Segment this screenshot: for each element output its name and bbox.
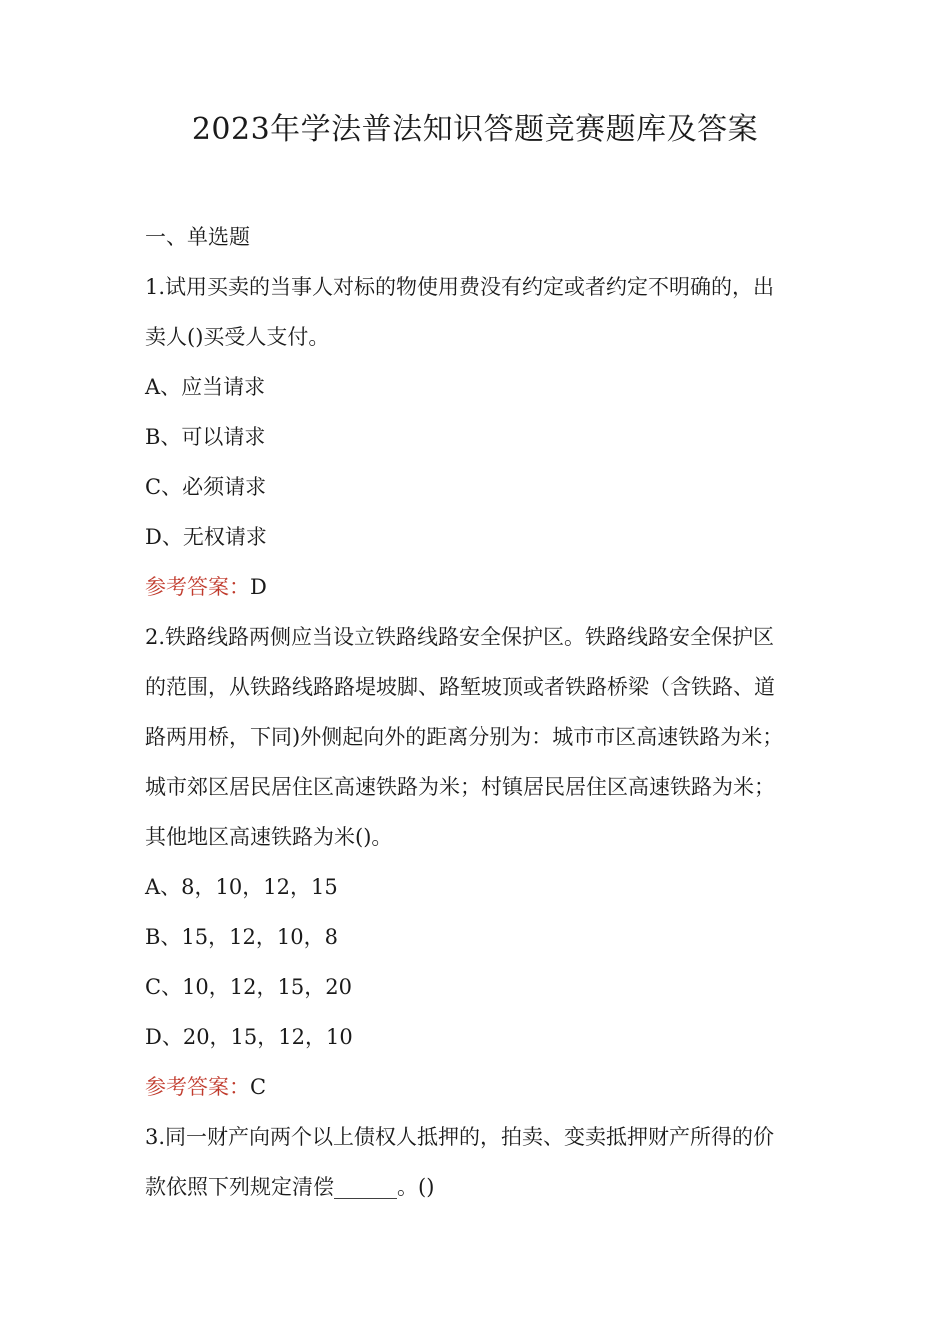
document-title: 2023年学法普法知识答题竞赛题库及答案: [191, 112, 759, 147]
option-d: D、20，15，12，10: [145, 1025, 353, 1049]
reference-answer: [145, 562, 815, 612]
section-heading: 一、单选题: [145, 225, 250, 249]
option-b: B、15，12，10，8: [145, 925, 338, 949]
question-text-line: 3.同一财产向两个以上债权人抵押的，拍卖、变卖抵押财产所得的价: [145, 1125, 775, 1149]
option-a: A、8，10，12，15: [145, 875, 338, 899]
question-text-line: 其他地区高速铁路为米()。: [145, 825, 393, 849]
question-text-line: 卖人()买受人支付。: [145, 325, 330, 349]
question-text-line: 2.铁路线路两侧应当设立铁路线路安全保护区。铁路线路安全保护区: [145, 625, 775, 649]
option-c: C、必须请求: [145, 475, 267, 499]
option-c: C、10，12，15，20: [145, 975, 352, 999]
document-body: [145, 212, 815, 1212]
reference-answer: [145, 1062, 815, 1112]
question-1: [145, 262, 815, 612]
answer-label: 参考答案：: [145, 575, 250, 599]
answer-value: C: [250, 1075, 267, 1099]
question-3: [145, 1112, 815, 1212]
question-text-line: 款依照下列规定清偿______。(): [145, 1175, 435, 1199]
option-a: A、应当请求: [145, 375, 266, 399]
answer-label: 参考答案：: [145, 1075, 250, 1099]
question-text-line: 的范围，从铁路线路路堤坡脚、路堑坡顶或者铁路桥梁（含铁路、道: [145, 675, 775, 699]
question-2: [145, 612, 815, 1112]
question-text-line: 城市郊区居民居住区高速铁路为米；村镇居民居住区高速铁路为米；: [145, 775, 775, 799]
option-b: B、可以请求: [145, 425, 266, 449]
option-d: D、无权请求: [145, 525, 267, 549]
answer-value: D: [250, 575, 267, 599]
question-text-line: 1.试用买卖的当事人对标的物使用费没有约定或者约定不明确的，出: [145, 275, 775, 299]
question-text-line: 路两用桥，下同)外侧起向外的距离分别为：城市市区高速铁路为米；: [145, 725, 784, 749]
